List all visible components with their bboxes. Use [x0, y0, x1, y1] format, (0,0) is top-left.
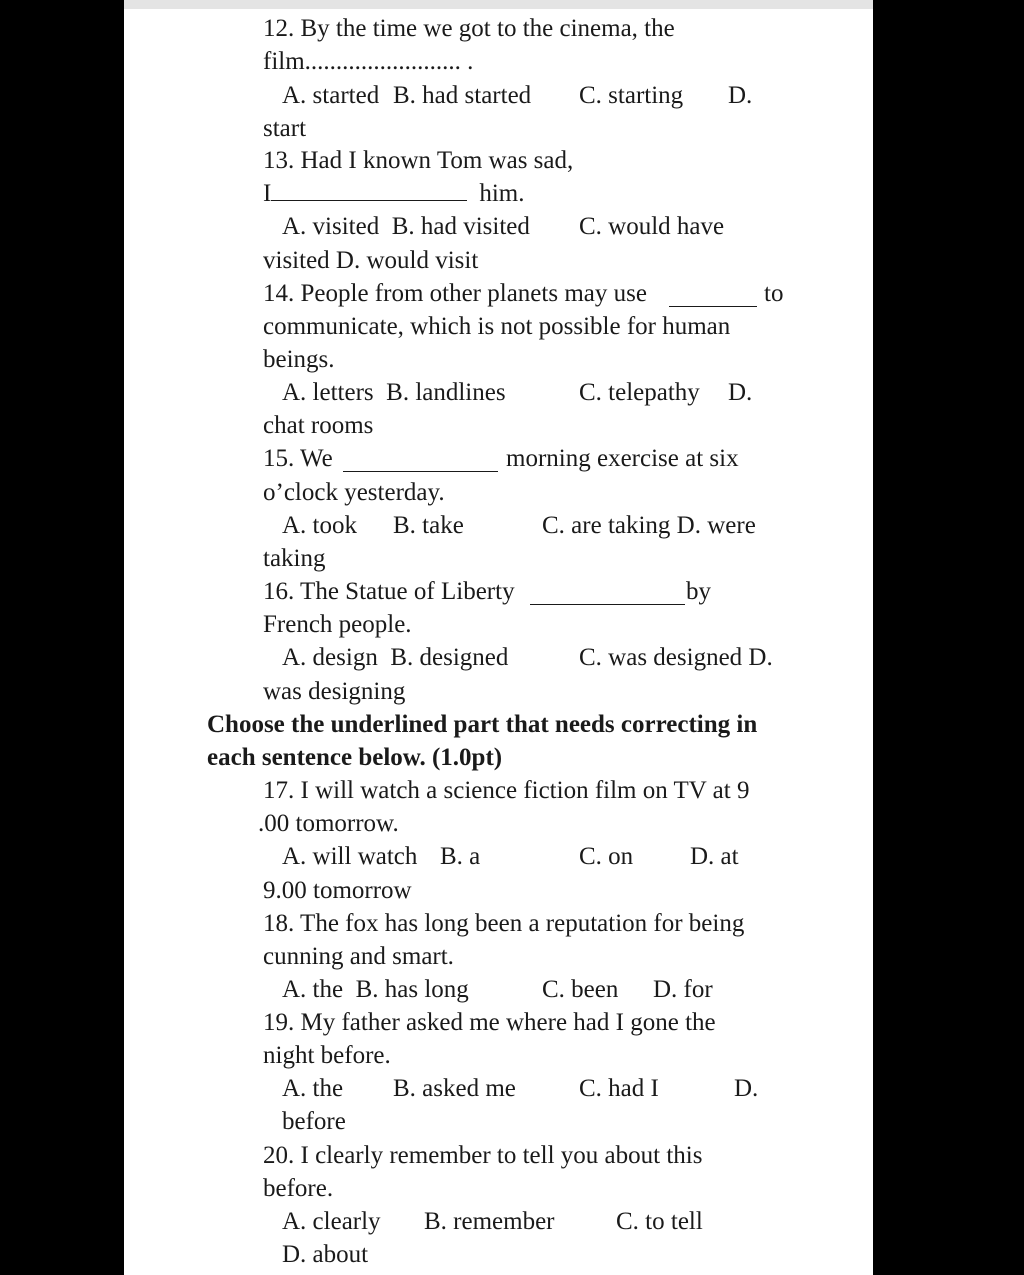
option-c: C. telepathy — [579, 379, 700, 406]
top-band — [124, 0, 873, 9]
option-a: A. will watch — [282, 843, 418, 870]
question-13-post: him. — [479, 180, 525, 207]
option-d-text: taking — [263, 545, 326, 572]
option-b: B. a — [440, 843, 481, 870]
answer-blank — [271, 180, 467, 201]
option-a: A. the — [282, 1075, 344, 1102]
option-d: D. about — [282, 1241, 369, 1268]
question-17-text: 17. I will watch a science fiction film on TV at 9 — [263, 777, 750, 804]
option-d: D. — [734, 1075, 759, 1102]
question-16-post: by — [686, 578, 711, 605]
question-14-text-cont: communicate, which is not possible for human — [263, 313, 731, 340]
answer-blank — [343, 451, 498, 472]
option-d-text: chat rooms — [263, 412, 374, 439]
question-15-post: morning exercise at six — [506, 445, 739, 472]
options-c-d: C. was designed D. — [579, 644, 773, 671]
options-a-b: A. visited B. had visited — [282, 213, 530, 240]
option-c: C. been — [542, 976, 619, 1003]
question-13-text: 13. Had I known Tom was sad, — [263, 147, 574, 174]
options-a-b: A. letters B. landlines — [282, 379, 506, 406]
option-d: D. — [728, 82, 753, 109]
question-18-text-cont: cunning and smart. — [263, 943, 454, 970]
option-b: B. asked me — [393, 1075, 516, 1102]
question-17-text-cont: .00 tomorrow. — [258, 810, 399, 837]
option-d: D. at — [690, 843, 739, 870]
option-c: C. would have — [579, 213, 725, 240]
options-a-b: A. design B. designed — [282, 644, 509, 671]
option-c: C. to tell — [616, 1208, 703, 1235]
option-d-text: start — [263, 115, 307, 142]
section-heading-line-2: each sentence below. (1.0pt) — [207, 744, 503, 771]
option-a: A. started — [282, 82, 380, 109]
option-c: C. on — [579, 843, 634, 870]
option-d-text: 9.00 tomorrow — [263, 877, 412, 904]
option-a: A. took — [282, 512, 357, 539]
option-b: B. had started — [393, 82, 532, 109]
question-14-text: 14. People from other planets may use — [263, 280, 647, 307]
option-b: B. remember — [424, 1208, 555, 1235]
options-a-b: A. the B. has long — [282, 976, 469, 1003]
options-c-d: C. are taking D. were — [542, 512, 756, 539]
question-19-text: 19. My father asked me where had I gone the — [263, 1009, 716, 1036]
option-c-d-text: visited D. would visit — [263, 247, 479, 274]
question-18-text: 18. The fox has long been a reputation for being — [263, 910, 745, 937]
option-a: A. clearly — [282, 1208, 381, 1235]
question-12-text-cont: film......................... . — [263, 48, 474, 75]
question-14-post: to — [764, 280, 784, 307]
question-20-text: 20. I clearly remember to tell you about this — [263, 1142, 703, 1169]
question-14-text-end: beings. — [263, 346, 335, 373]
question-13-text-cont — [263, 179, 524, 209]
option-d-text: before — [282, 1108, 346, 1135]
question-16-text: 16. The Statue of Liberty — [263, 578, 515, 605]
option-d: D. for — [653, 976, 713, 1003]
option-d-text: was designing — [263, 678, 406, 705]
option-c: C. had I — [579, 1075, 659, 1102]
answer-blank — [530, 584, 685, 605]
option-d: D. — [728, 379, 753, 406]
option-b: B. take — [393, 512, 464, 539]
option-c: C. starting — [579, 82, 684, 109]
section-heading-line-1: Choose the underlined part that needs correcting in — [207, 711, 758, 738]
question-12-text: 12. By the time we got to the cinema, the — [263, 15, 675, 42]
question-15-text-cont: o’clock yesterday. — [263, 479, 445, 506]
question-16-text-cont: French people. — [263, 611, 412, 638]
document-page — [124, 0, 873, 1275]
question-15-text: 15. We — [263, 445, 333, 472]
question-19-text-cont: night before. — [263, 1042, 391, 1069]
question-20-text-cont: before. — [263, 1175, 334, 1202]
question-13-pre: I — [263, 180, 272, 207]
answer-blank — [669, 286, 757, 307]
